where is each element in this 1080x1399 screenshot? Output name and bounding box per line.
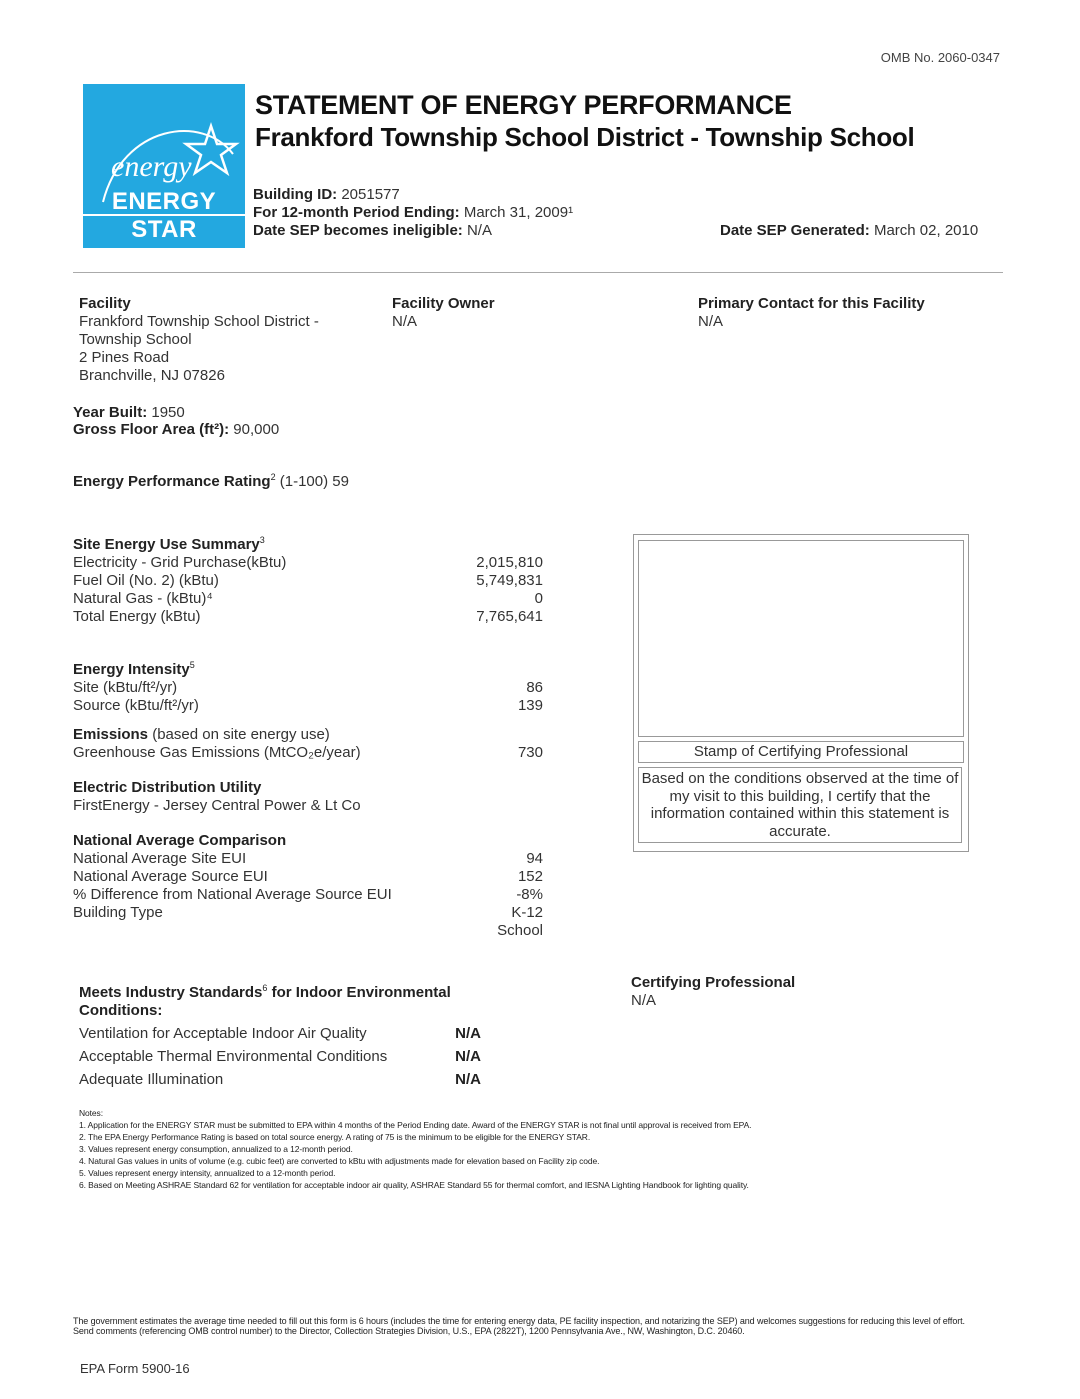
table-row bbox=[79, 1025, 481, 1043]
building-id-label: Building ID: bbox=[253, 186, 338, 203]
rating-value: (1-100) 59 bbox=[275, 473, 349, 490]
emissions-block bbox=[73, 726, 543, 762]
intensity-block bbox=[73, 656, 543, 715]
row-value: N/A bbox=[455, 1025, 481, 1042]
note-item: 3. Values represent energy consumption, annualized to a 12-month period. bbox=[79, 1144, 353, 1154]
row-label: National Average Site EUI bbox=[73, 850, 247, 867]
row-label: Fuel Oil (No. 2) (kBtu) bbox=[73, 572, 219, 589]
row-value: 5,749,831 bbox=[476, 572, 543, 589]
intensity-heading: Energy Intensity bbox=[73, 661, 190, 678]
certifying-block bbox=[631, 974, 795, 1010]
row-label: Greenhouse Gas Emissions (MtCO₂e/year) bbox=[73, 744, 361, 761]
logo-script: energy bbox=[111, 150, 192, 183]
building-id-value: 2051577 bbox=[341, 186, 400, 203]
row-value: 94 bbox=[526, 850, 543, 867]
table-row bbox=[73, 679, 543, 697]
ineligible-row bbox=[253, 222, 492, 240]
row-value: 152 bbox=[517, 868, 543, 885]
row-label: Acceptable Thermal Environmental Conditions bbox=[79, 1048, 388, 1065]
row-label: National Average Source EUI bbox=[73, 868, 268, 885]
page-title: STATEMENT OF ENERGY PERFORMANCE bbox=[255, 90, 792, 120]
note-item: 6. Based on Meeting ASHRAE Standard 62 for ventilation for acceptable indoor air quality, ASHRAE Standard 55 for thermal comfort, and IESNA Lighting Handbook for lighting quality. bbox=[79, 1180, 749, 1190]
floor-area-row bbox=[73, 421, 279, 439]
standards-heading-rest: for Indoor Environmental bbox=[267, 984, 451, 1001]
utility-value: FirstEnergy - Jersey Central Power & Lt Co bbox=[73, 797, 361, 814]
site-energy-heading: Site Energy Use Summary bbox=[73, 536, 260, 553]
row-value: 86 bbox=[526, 679, 543, 696]
table-row bbox=[73, 697, 543, 715]
omb-number: OMB No. 2060-0347 bbox=[880, 50, 1000, 65]
site-energy-block bbox=[73, 531, 543, 626]
table-row bbox=[73, 554, 543, 572]
emissions-heading: Emissions bbox=[73, 726, 149, 743]
notes-heading: Notes: bbox=[79, 1108, 103, 1118]
row-value: N/A bbox=[455, 1048, 481, 1065]
period-row bbox=[253, 204, 573, 222]
building-type-line2: School bbox=[497, 922, 543, 939]
row-label: Site (kBtu/ft²/yr) bbox=[73, 679, 178, 696]
row-value: K-12 bbox=[511, 904, 543, 921]
standards-heading-line2: Conditions: bbox=[79, 1002, 163, 1019]
generated-value: March 02, 2010 bbox=[873, 222, 979, 239]
certifying-value: N/A bbox=[631, 992, 657, 1009]
facility-line: Township School bbox=[79, 331, 192, 348]
utility-block bbox=[73, 779, 361, 815]
row-label: Building Type bbox=[73, 904, 163, 921]
generated-row bbox=[720, 222, 978, 240]
row-value: -8% bbox=[516, 886, 543, 903]
standards-sup: 6 bbox=[262, 983, 268, 993]
standards-heading: Meets Industry Standards bbox=[79, 984, 263, 1001]
facility-block bbox=[79, 295, 379, 385]
contact-value: N/A bbox=[698, 313, 724, 330]
certifying-heading: Certifying Professional bbox=[631, 974, 796, 991]
row-value: 2,015,810 bbox=[476, 554, 543, 571]
facility-heading: Facility bbox=[79, 295, 131, 312]
row-value: N/A bbox=[455, 1071, 481, 1088]
period-label: For 12-month Period Ending: bbox=[253, 204, 460, 221]
row-value: 139 bbox=[517, 697, 543, 714]
building-id-row bbox=[253, 186, 400, 204]
stamp-certification-text: Based on the conditions observed at the time of my visit to this building, I certify that the information contained within this statement is accurate. bbox=[638, 767, 962, 843]
year-built-value: 1950 bbox=[151, 404, 185, 421]
facility-line: 2 Pines Road bbox=[79, 349, 170, 366]
intensity-sup: 5 bbox=[189, 660, 195, 670]
ineligible-label: Date SEP becomes ineligible: bbox=[253, 222, 463, 239]
notes-block bbox=[79, 1107, 959, 1191]
table-row bbox=[79, 1048, 481, 1066]
row-value: 0 bbox=[534, 590, 543, 607]
logo-label: ENERGY STAR bbox=[111, 188, 217, 243]
note-item: 4. Natural Gas values in units of volume (e.g. cubic feet) are converted to kBtu with adjustments made for elevation based on Facility zip code. bbox=[79, 1156, 600, 1166]
row-label: % Difference from National Average Source EUI bbox=[73, 886, 392, 903]
owner-heading: Facility Owner bbox=[392, 295, 495, 312]
ineligible-value: N/A bbox=[466, 222, 492, 239]
floor-area-value: 90,000 bbox=[233, 421, 280, 438]
national-heading: National Average Comparison bbox=[73, 832, 287, 849]
note-item: 1. Application for the ENERGY STAR must be submitted to EPA within 4 months of the Period Ending date. Award of the ENERGY STAR is not final until approval is received from EPA. bbox=[79, 1120, 752, 1130]
period-value: March 31, 2009¹ bbox=[463, 204, 574, 221]
row-value: 730 bbox=[517, 744, 543, 761]
utility-heading: Electric Distribution Utility bbox=[73, 779, 262, 796]
energy-star-logo bbox=[83, 84, 245, 248]
table-row bbox=[73, 886, 543, 904]
national-block bbox=[73, 832, 543, 940]
note-item: 2. The EPA Energy Performance Rating is based on total source energy. A rating of 75 is the minimum to be eligible for the ENERGY STAR. bbox=[79, 1132, 591, 1142]
table-row bbox=[73, 744, 543, 762]
table-row bbox=[73, 868, 543, 886]
table-row bbox=[73, 904, 543, 922]
row-label: Electricity - Grid Purchase(kBtu) bbox=[73, 554, 287, 571]
page-subtitle: Frankford Township School District - Township School bbox=[255, 122, 915, 152]
contact-block bbox=[698, 295, 925, 331]
rating-label: Energy Performance Rating bbox=[73, 473, 271, 490]
emissions-heading-note: (based on site energy use) bbox=[148, 726, 330, 743]
facility-line: Branchville, NJ 07826 bbox=[79, 367, 225, 384]
header-divider bbox=[73, 272, 1003, 273]
site-energy-sup: 3 bbox=[259, 535, 265, 545]
contact-heading: Primary Contact for this Facility bbox=[698, 295, 925, 312]
row-value: 7,765,641 bbox=[476, 608, 543, 625]
facility-line: Frankford Township School District - bbox=[79, 313, 319, 330]
stamp-label: Stamp of Certifying Professional bbox=[638, 741, 964, 763]
owner-block bbox=[392, 295, 495, 331]
table-row bbox=[73, 608, 543, 626]
row-label: Ventilation for Acceptable Indoor Air Quality bbox=[79, 1025, 367, 1042]
row-label: Adequate Illumination bbox=[79, 1071, 224, 1088]
table-row bbox=[73, 572, 543, 590]
table-row bbox=[79, 1071, 481, 1089]
rating-sup: 2 bbox=[270, 472, 276, 482]
row-label: Source (kBtu/ft²/yr) bbox=[73, 697, 199, 714]
form-number: EPA Form 5900-16 bbox=[80, 1361, 190, 1376]
rating-row bbox=[73, 468, 349, 491]
floor-area-label: Gross Floor Area (ft²): bbox=[73, 421, 230, 438]
table-row bbox=[73, 850, 543, 868]
owner-value: N/A bbox=[392, 313, 418, 330]
note-item: 5. Values represent energy intensity, annualized to a 12-month period. bbox=[79, 1168, 336, 1178]
table-row bbox=[73, 590, 543, 608]
burden-statement: The government estimates the average time needed to fill out this form is 6 hours (includes the time for entering energy data, PE facility inspection, and notarizing the SEP) and welcomes suggestions for reducing this level of effort. Send comments (referencing OMB control number) to the Director, Collection Strategies Division, U.S., EPA (2822T), 1200 Pennsylvania Ave., NW, Washington, D.C. 20460. bbox=[73, 1316, 965, 1336]
year-built-row bbox=[73, 404, 185, 422]
row-label: Natural Gas - (kBtu)⁴ bbox=[73, 590, 213, 607]
standards-block bbox=[79, 979, 499, 1089]
generated-label: Date SEP Generated: bbox=[720, 222, 870, 239]
row-label: Total Energy (kBtu) bbox=[73, 608, 201, 625]
year-built-label: Year Built: bbox=[73, 404, 148, 421]
stamp-area bbox=[638, 540, 964, 737]
